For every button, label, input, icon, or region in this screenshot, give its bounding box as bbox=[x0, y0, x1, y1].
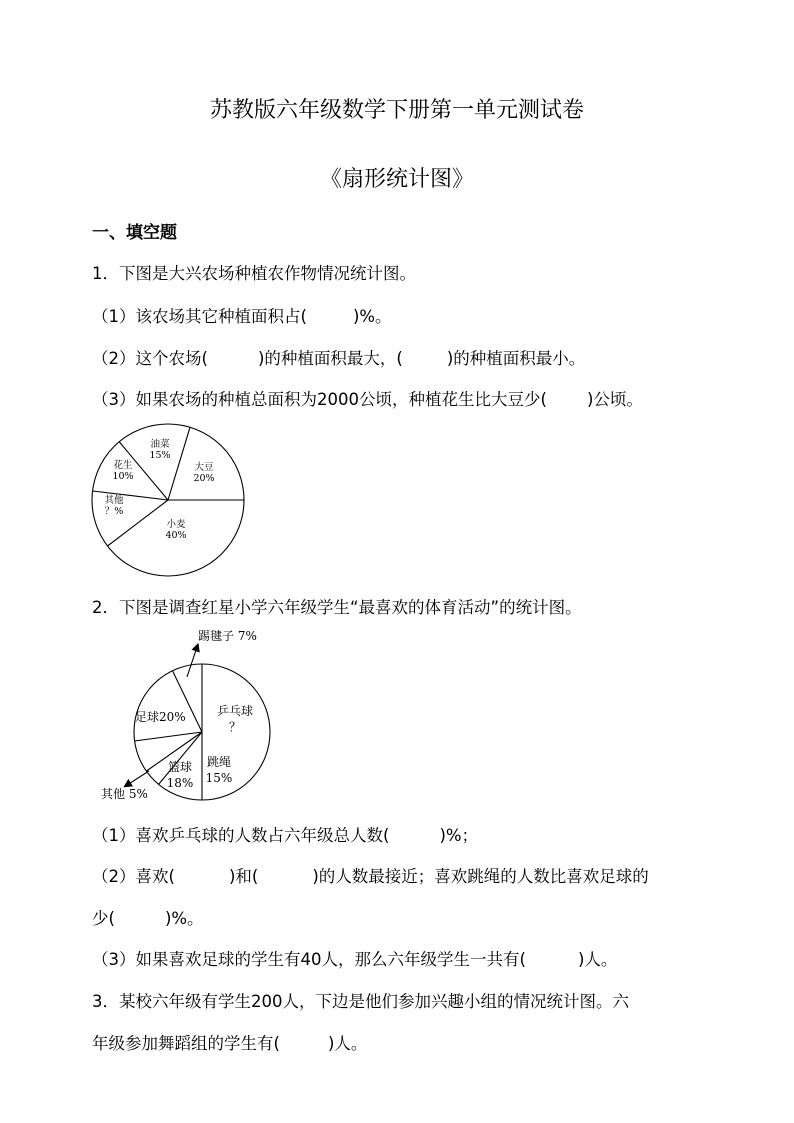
q1-part2-text-a: （2）这个农场( bbox=[92, 349, 208, 368]
q2-stem: 2．下图是调查红星小学六年级学生“最喜欢的体育活动”的统计图。 bbox=[92, 598, 582, 617]
q2-label-tiaosheng: 跳绳 bbox=[206, 755, 232, 769]
q1-pie-chart bbox=[90, 420, 250, 580]
q3-line2 bbox=[92, 1030, 367, 1054]
q1-part2-text-b: )的种植面积最大，( bbox=[257, 349, 403, 368]
q1-value-qita: ？% bbox=[104, 506, 124, 517]
q1-label-xiaomai: 小麦 bbox=[166, 519, 186, 530]
q2-part3 bbox=[92, 946, 617, 970]
q3-line1: 3．某校六年级有学生200人，下边是他们参加兴趣小组的情况统计图。六 bbox=[92, 992, 629, 1011]
q3-line2-text-a: 年级参加舞蹈组的学生有( bbox=[92, 1034, 280, 1053]
q2-pie-chart bbox=[95, 625, 285, 805]
q2-part2-text-c: )的人数最接近；喜欢跳绳的人数比喜欢足球的 bbox=[312, 867, 649, 886]
q2-part1-text-a: （1）喜欢乒乓球的人数占六年级总人数( bbox=[92, 826, 390, 845]
q2-value-lanqiu: 18% bbox=[166, 776, 194, 790]
q1-part2-text-c: )的种植面积最小。 bbox=[446, 349, 586, 368]
q2-arrow-tijianzi bbox=[187, 647, 197, 677]
q1-value-youcai: 15% bbox=[149, 450, 171, 461]
q1-value-dadou: 20% bbox=[193, 473, 215, 484]
q2-part2-text-d: 少( bbox=[92, 909, 115, 928]
q2-part3-text-b: )人。 bbox=[577, 950, 618, 969]
q1-value-huasheng: 10% bbox=[112, 471, 134, 482]
q2-label-lanqiu: 篮球 bbox=[167, 760, 193, 774]
q1-part1 bbox=[92, 303, 392, 327]
q2-part3-text-a: （3）如果喜欢足球的学生有40人，那么六年级学生一共有( bbox=[92, 950, 526, 969]
q2-arrow-qita bbox=[127, 771, 149, 785]
q2-part2-text-b: )和( bbox=[228, 867, 259, 886]
q3-line2-text-b: )人。 bbox=[327, 1034, 368, 1053]
section-heading: 一、填空题 bbox=[92, 223, 177, 243]
page-subtitle: 《扇形统计图》 bbox=[319, 167, 474, 192]
q1-pie-divider bbox=[168, 427, 190, 500]
q2-value-tiaosheng: 15% bbox=[205, 771, 233, 785]
page-title: 苏教版六年级数学下册第一单元测试卷 bbox=[209, 98, 584, 123]
q1-value-xiaomai: 40% bbox=[165, 530, 187, 541]
q2-part2-text-a: （2）喜欢( bbox=[92, 867, 175, 886]
q1-part2 bbox=[92, 345, 585, 369]
q2-label-tijianzi: 踢毽子 7% bbox=[198, 629, 257, 643]
q1-part1-text-a: （1）该农场其它种植面积占( bbox=[92, 307, 307, 326]
q1-label-dadou: 大豆 bbox=[194, 462, 214, 473]
q2-label-pingpang: 乒乓球 bbox=[216, 704, 254, 718]
q1-label-qita: 其他 bbox=[104, 495, 124, 506]
q1-part3-text-a: （3）如果农场的种植总面积为2000公顷，种植花生比大豆少( bbox=[92, 390, 547, 409]
q1-label-huasheng: 花生 bbox=[113, 460, 133, 471]
q1-part3 bbox=[92, 386, 643, 410]
q1-stem: 1．下图是大兴农场种植农作物情况统计图。 bbox=[92, 264, 416, 283]
q1-part3-text-b: )公顷。 bbox=[586, 390, 643, 409]
q2-part2-text-e: )%。 bbox=[164, 909, 204, 928]
q2-label-qita: 其他 5% bbox=[101, 787, 148, 801]
q1-label-youcai: 油菜 bbox=[150, 439, 170, 450]
q2-part1-text-b: )%； bbox=[439, 826, 479, 845]
q2-label-zuqiu: 足球20% bbox=[135, 710, 186, 724]
q2-part2 bbox=[92, 863, 649, 887]
q2-part1 bbox=[92, 822, 478, 846]
q2-value-pingpang: ？ bbox=[228, 720, 242, 734]
q1-part1-text-b: )%。 bbox=[352, 307, 392, 326]
q2-part2-cont bbox=[92, 905, 204, 929]
